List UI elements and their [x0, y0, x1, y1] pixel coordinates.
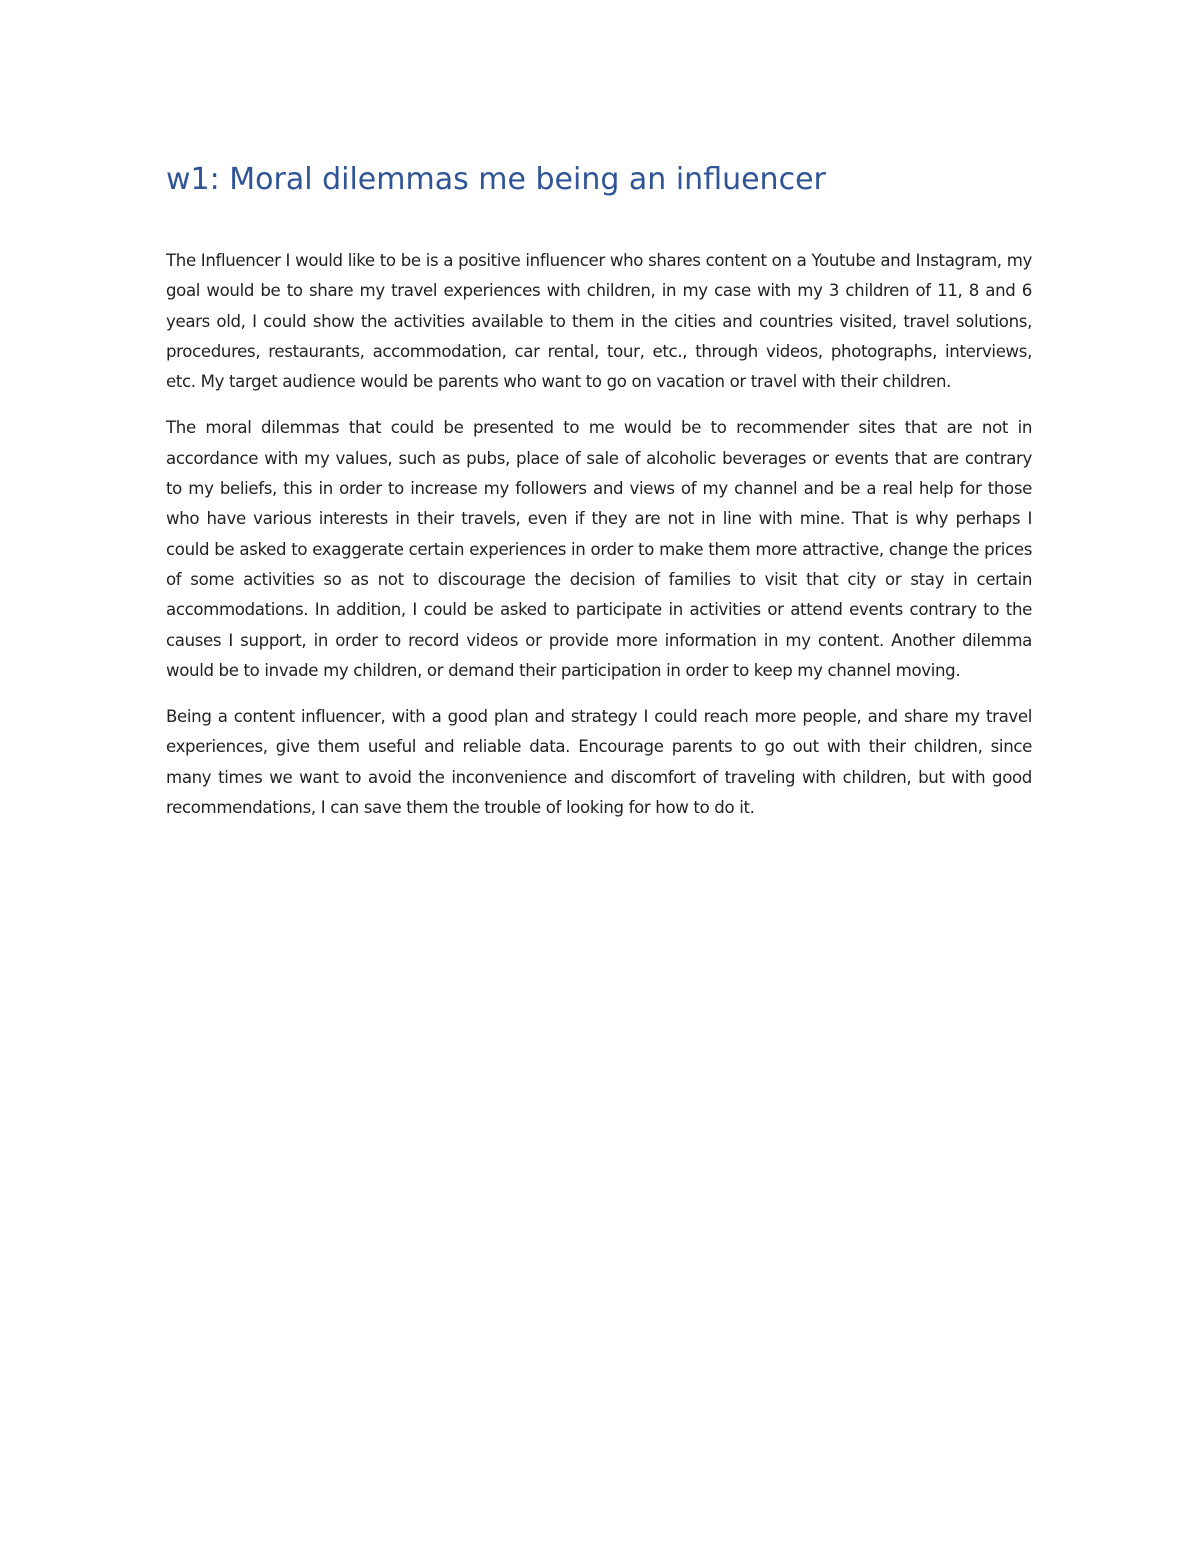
paragraph-conclusion: Being a content influencer, with a good plan and strategy I could reach more people, and share my travel experiences, give them useful and reliable data. Encourage parents to go out with their children, since many times we want to avoid the inconvenience and discomfort of traveling with children, but with good recommendations, I can save them the trouble of looking for how to do it. — [166, 707, 1032, 818]
document-title: w1: Moral dilemmas me being an influencer — [166, 162, 826, 197]
document-body — [166, 158, 1032, 839]
paragraph-influencer-goal: The Influencer I would like to be is a positive influencer who shares content on a Youtube and Instagram, my goal would be to share my travel experiences with children, in my case with my 3 children of 11, 8 and 6 years old, I could show the activities available to them in the cities and countries visited, travel solutions, procedures, restaurants, accommodation, car rental, tour, etc., through videos, photographs, interviews, etc. My target audience would be parents who want to go on vacation or travel with their children. — [166, 251, 1032, 392]
paragraph-moral-dilemmas: The moral dilemmas that could be presented to me would be to recommender sites that are not in accordance with my values, such as pubs, place of sale of alcoholic beverages or events that are contrary to my beliefs, this in order to increase my followers and views of my channel and be a real help for those who have various interests in their travels, even if they are not in line with mine. That is why perhaps I could be asked to exaggerate certain experiences in order to make them more attractive, change the prices of some activities so as not to discourage the decision of families to visit that city or stay in certain accommodations. In addition, I could be asked to participate in activities or attend events contrary to the causes I support, in order to record videos or provide more information in my content. Another dilemma would be to invade my children, or demand their participation in order to keep my channel moving. — [166, 418, 1032, 680]
